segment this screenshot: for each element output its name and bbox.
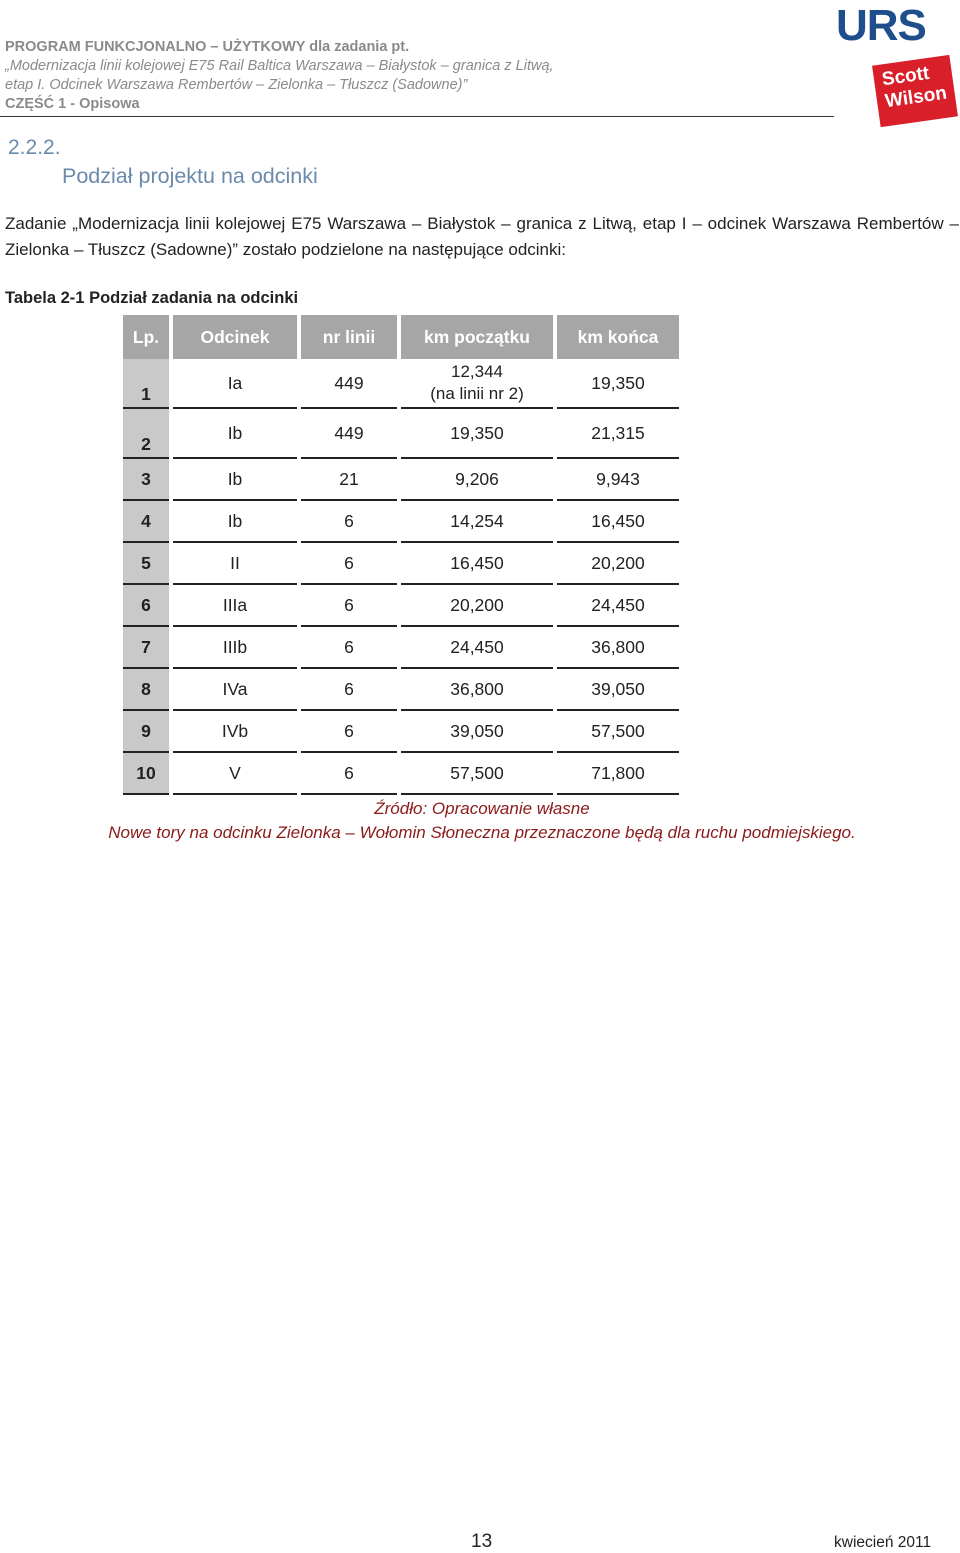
header-km-poczatku: km początku xyxy=(401,315,553,359)
cell-nr-linii: 6 xyxy=(301,585,397,627)
cell-odcinek: Ib xyxy=(173,459,297,501)
segments-table xyxy=(119,315,683,795)
cell-km-konca: 21,315 xyxy=(557,409,679,459)
cell-odcinek: II xyxy=(173,543,297,585)
cell-nr-linii: 6 xyxy=(301,711,397,753)
header-part-line: CZĘŚĆ 1 - Opisowa xyxy=(5,96,140,112)
document-header xyxy=(5,38,835,114)
cell-km-poczatku: 57,500 xyxy=(401,753,553,795)
table-row xyxy=(123,627,679,669)
table-row xyxy=(123,501,679,543)
cell-nr-linii: 449 xyxy=(301,359,397,409)
table-note: Nowe tory na odcinku Zielonka – Wołomin Słoneczna przeznaczone będą dla ruchu podmiejskiego. xyxy=(108,823,856,842)
footer-date: kwiecień 2011 xyxy=(834,1534,932,1551)
cell-nr-linii: 6 xyxy=(301,669,397,711)
cell-km-poczatku: 9,206 xyxy=(401,459,553,501)
header-lp: Lp. xyxy=(123,315,169,359)
cell-lp: 10 xyxy=(123,753,169,795)
cell-km-konca: 19,350 xyxy=(557,359,679,409)
cell-km-poczatku: 16,450 xyxy=(401,543,553,585)
scott-wilson-logo-line2: Wilson xyxy=(883,82,949,113)
cell-km-konca: 71,800 xyxy=(557,753,679,795)
cell-km-poczatku: 19,350 xyxy=(401,409,553,459)
cell-nr-linii: 21 xyxy=(301,459,397,501)
cell-odcinek: IVa xyxy=(173,669,297,711)
table-row xyxy=(123,543,679,585)
cell-odcinek: Ib xyxy=(173,409,297,459)
cell-odcinek: IVb xyxy=(173,711,297,753)
cell-km-konca: 24,450 xyxy=(557,585,679,627)
header-title-line-2: etap I. Odcinek Warszawa Rembertów – Zielonka – Tłuszcz (Sadowne)” xyxy=(5,77,468,93)
cell-lp: 4 xyxy=(123,501,169,543)
cell-km-konca: 36,800 xyxy=(557,627,679,669)
scott-wilson-logo-line1: Scott xyxy=(880,62,931,91)
cell-lp: 5 xyxy=(123,543,169,585)
table-header-row xyxy=(123,315,679,359)
cell-nr-linii: 6 xyxy=(301,501,397,543)
table-row xyxy=(123,669,679,711)
cell-odcinek: V xyxy=(173,753,297,795)
cell-odcinek: Ib xyxy=(173,501,297,543)
table-source: Źródło: Opracowanie własne xyxy=(374,799,590,818)
cell-odcinek: IIIb xyxy=(173,627,297,669)
header-program-line: PROGRAM FUNKCJONALNO – UŻYTKOWY dla zadania pt. xyxy=(5,39,410,55)
cell-lp: 3 xyxy=(123,459,169,501)
header-odcinek: Odcinek xyxy=(173,315,297,359)
cell-lp: 9 xyxy=(123,711,169,753)
cell-km-poczatku: 14,254 xyxy=(401,501,553,543)
urs-logo: URS xyxy=(836,1,926,50)
header-km-konca: km końca xyxy=(557,315,679,359)
cell-km-poczatku: 36,800 xyxy=(401,669,553,711)
header-divider xyxy=(0,116,834,117)
header-title-line-1: „Modernizacja linii kolejowej E75 Rail Baltica Warszawa – Białystok – granica z Litwą, xyxy=(5,58,554,74)
cell-km-konca: 20,200 xyxy=(557,543,679,585)
cell-km-konca: 9,943 xyxy=(557,459,679,501)
cell-km-poczatku: 39,050 xyxy=(401,711,553,753)
section-number: 2.2.2. xyxy=(8,136,61,159)
cell-lp: 2 xyxy=(123,409,169,459)
table-row xyxy=(123,359,679,409)
cell-km-poczatku-note: (na linii nr 2) xyxy=(430,384,524,403)
table-caption: Tabela 2-1 Podział zadania na odcinki xyxy=(5,289,299,307)
cell-odcinek: IIIa xyxy=(173,585,297,627)
scott-wilson-logo xyxy=(872,55,958,127)
cell-km-poczatku-value: 12,344 xyxy=(451,362,503,381)
cell-nr-linii: 6 xyxy=(301,627,397,669)
table-row xyxy=(123,409,679,459)
cell-km-poczatku: 24,450 xyxy=(401,627,553,669)
cell-lp: 7 xyxy=(123,627,169,669)
section-title: Podział projektu na odcinki xyxy=(62,164,318,188)
cell-km-konca: 16,450 xyxy=(557,501,679,543)
cell-km-poczatku: 20,200 xyxy=(401,585,553,627)
cell-nr-linii: 449 xyxy=(301,409,397,459)
header-nr-linii: nr linii xyxy=(301,315,397,359)
table-row xyxy=(123,585,679,627)
table-row xyxy=(123,711,679,753)
table-row xyxy=(123,753,679,795)
cell-km-konca: 57,500 xyxy=(557,711,679,753)
cell-lp: 1 xyxy=(123,359,169,409)
table-row xyxy=(123,459,679,501)
cell-lp: 6 xyxy=(123,585,169,627)
cell-odcinek: Ia xyxy=(173,359,297,409)
page-number: 13 xyxy=(471,1531,493,1552)
cell-nr-linii: 6 xyxy=(301,543,397,585)
cell-nr-linii: 6 xyxy=(301,753,397,795)
cell-lp: 8 xyxy=(123,669,169,711)
cell-km-poczatku xyxy=(401,359,553,409)
cell-km-konca: 39,050 xyxy=(557,669,679,711)
intro-paragraph: Zadanie „Modernizacja linii kolejowej E75 Warszawa – Białystok – granica z Litwą, etap I – odcinek Warszawa Rembertów – Zielonka – Tłuszcz (Sadowne)” zostało podzielone na następujące odcinki: xyxy=(5,214,959,259)
